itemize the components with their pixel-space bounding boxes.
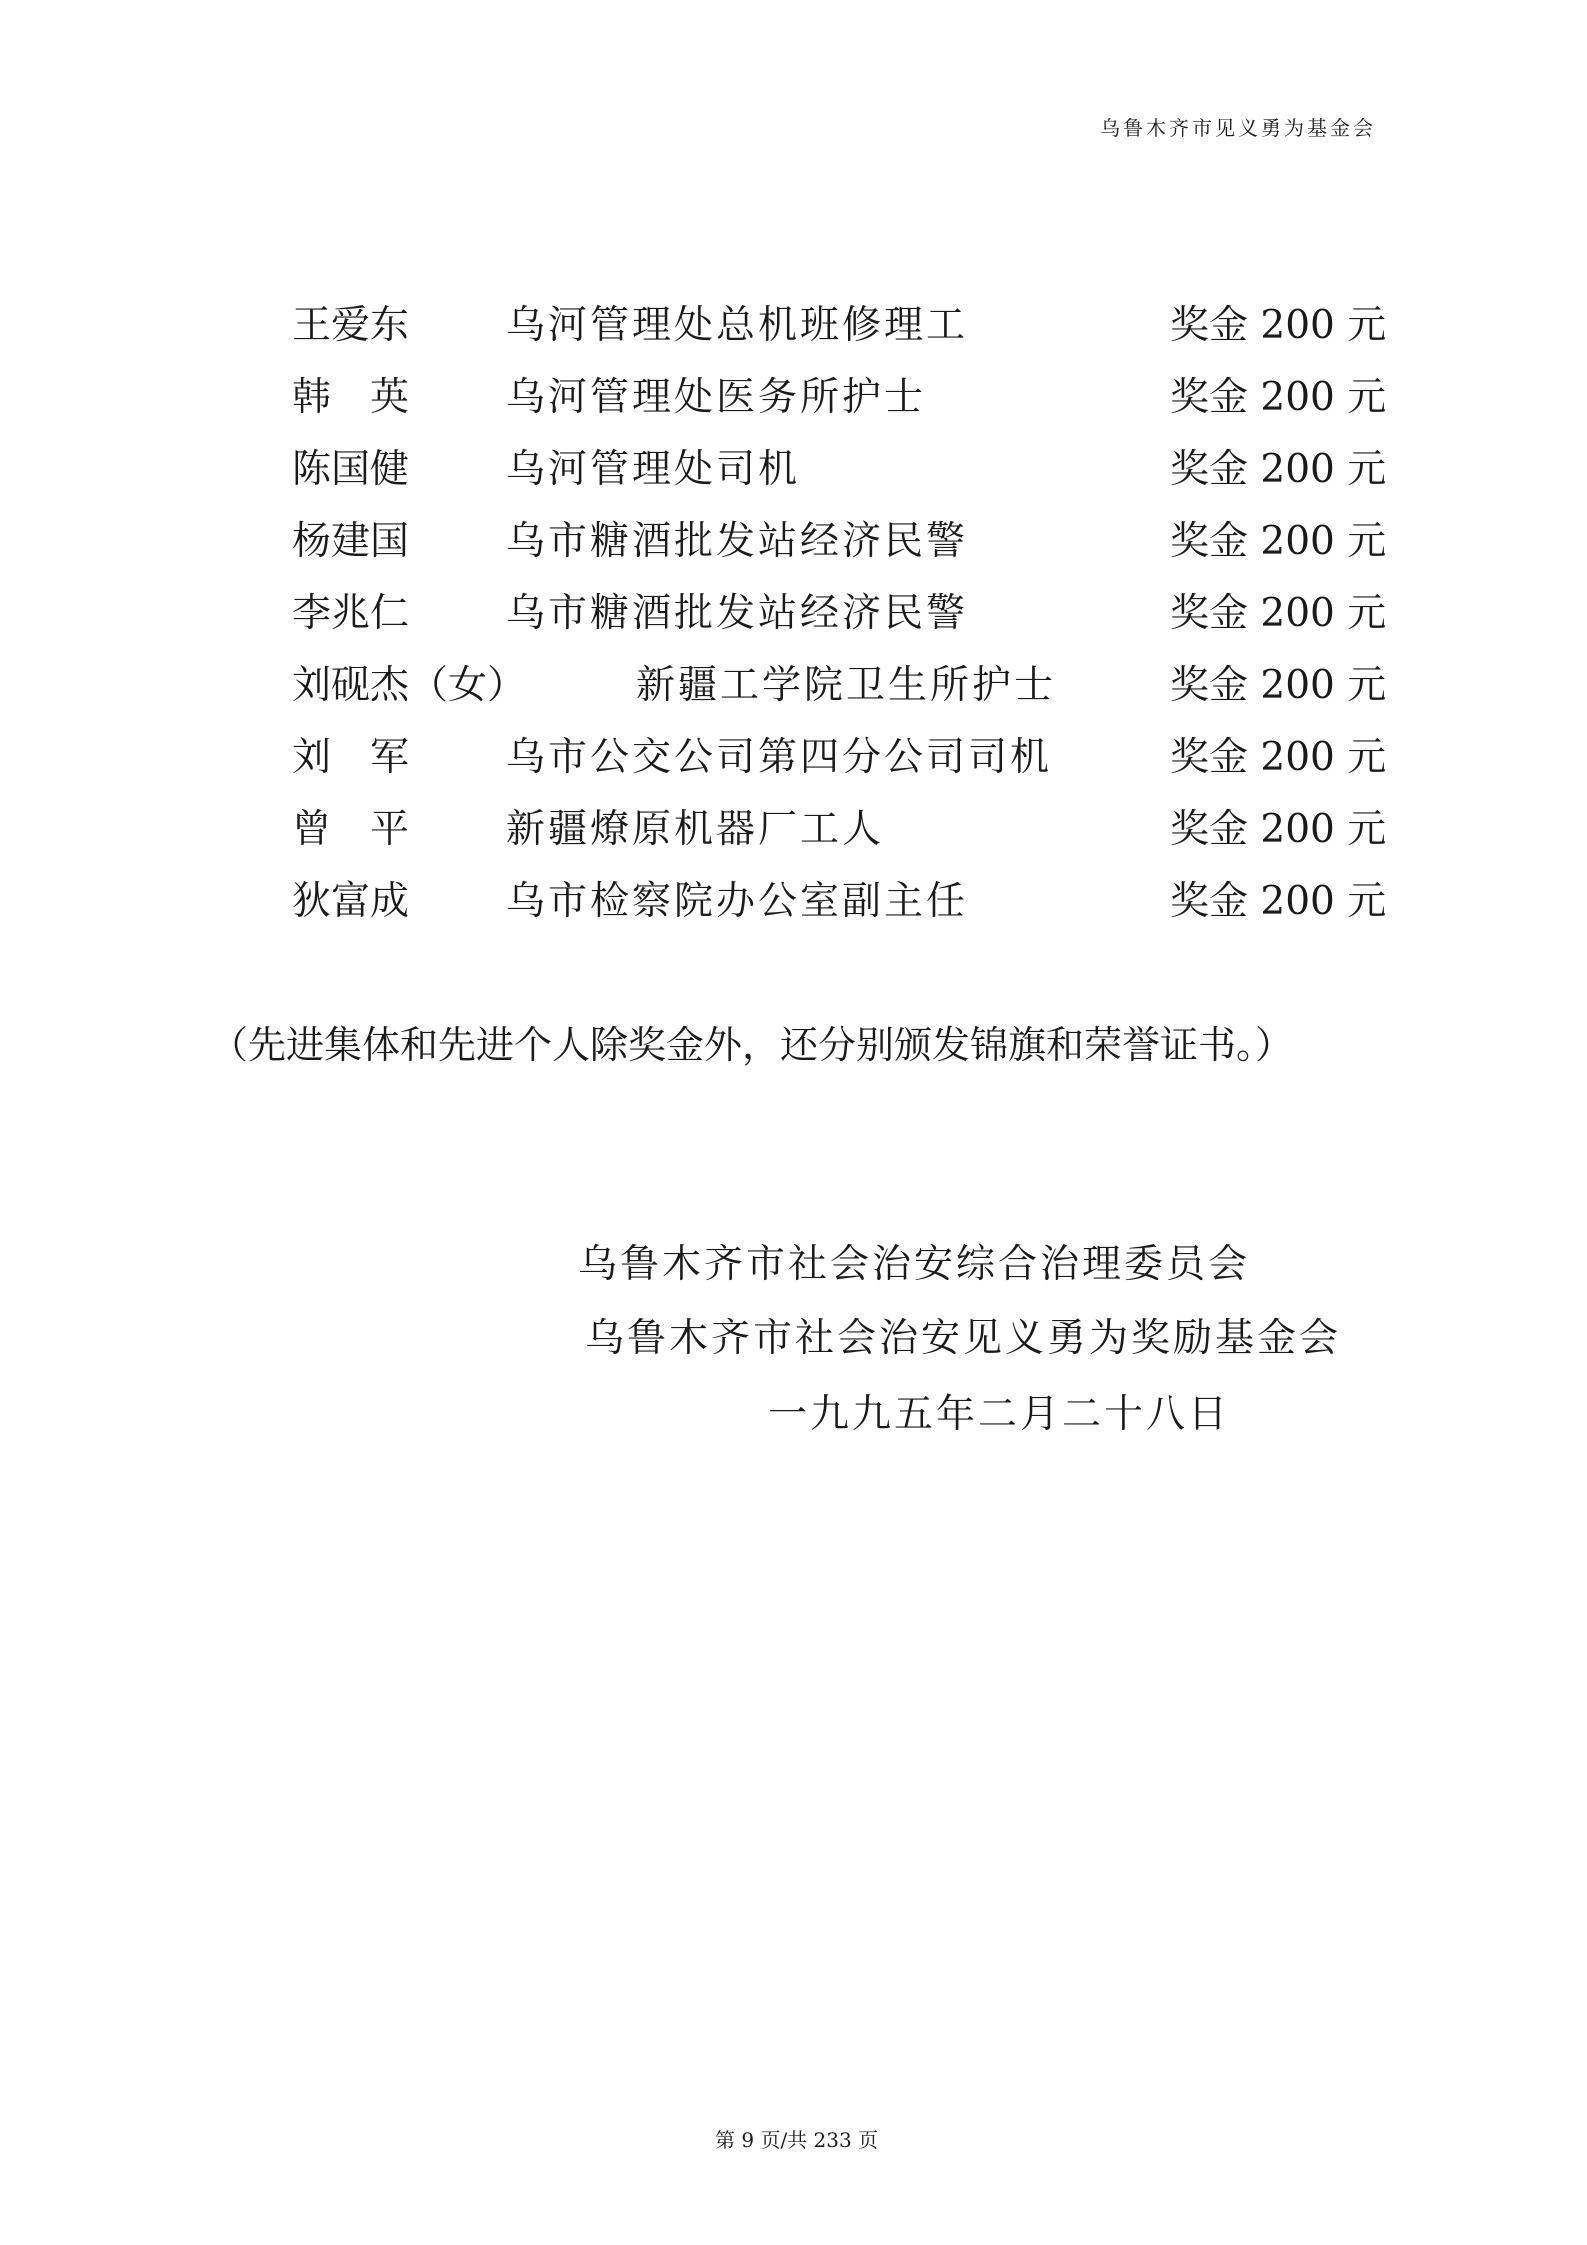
award-prize: 奖金 200 元 <box>1170 519 1387 564</box>
award-prize: 奖金 200 元 <box>1170 807 1387 852</box>
award-name: 狄富成 <box>292 879 410 924</box>
award-name: 韩 英 <box>292 375 410 420</box>
page-number: 第 9 页/共 233 页 <box>715 2128 879 2152</box>
award-row <box>292 794 1392 866</box>
signature-foundation: 乌鲁木齐市社会治安见义勇为奖励基金会 <box>585 1316 1342 1361</box>
award-unit: 新疆工学院卫生所护士 <box>636 663 1057 708</box>
award-prize: 奖金 200 元 <box>1170 879 1387 924</box>
header-org: 乌鲁木齐市见义勇为基金会 <box>1100 116 1376 140</box>
award-name: 刘 军 <box>292 735 410 780</box>
award-name: 陈国健 <box>292 447 410 492</box>
award-prize: 奖金 200 元 <box>1170 303 1387 348</box>
award-row <box>292 290 1392 362</box>
award-row <box>292 506 1392 578</box>
award-unit: 乌河管理处医务所护士 <box>506 375 927 420</box>
award-prize: 奖金 200 元 <box>1170 735 1387 780</box>
award-row <box>292 434 1392 506</box>
award-prize: 奖金 200 元 <box>1170 447 1387 492</box>
award-name: 杨建国 <box>292 519 410 564</box>
award-unit: 乌市糖酒批发站经济民警 <box>506 591 969 636</box>
award-name: 刘砚杰（女） <box>292 663 527 708</box>
award-row <box>292 722 1392 794</box>
award-list <box>292 290 1392 938</box>
award-name: 曾 平 <box>292 807 410 852</box>
award-prize: 奖金 200 元 <box>1170 663 1387 708</box>
award-row <box>292 866 1392 938</box>
note-paragraph: （先进集体和先进个人除奖金外，还分别颁发锦旗和荣誉证书。） <box>210 1023 1294 1067</box>
signature-committee: 乌鲁木齐市社会治安综合治理委员会 <box>578 1242 1251 1287</box>
award-unit: 乌市糖酒批发站经济民警 <box>506 519 969 564</box>
award-unit: 新疆燎原机器厂工人 <box>506 807 885 852</box>
signature-date: 一九九五年二月二十八日 <box>768 1392 1231 1437</box>
award-unit: 乌市公交公司第四分公司司机 <box>506 735 1053 780</box>
award-row <box>292 650 1392 722</box>
award-unit: 乌河管理处总机班修理工 <box>506 303 969 348</box>
award-unit: 乌河管理处司机 <box>506 447 801 492</box>
award-row <box>292 578 1392 650</box>
award-prize: 奖金 200 元 <box>1170 375 1387 420</box>
award-prize: 奖金 200 元 <box>1170 591 1387 636</box>
award-name: 李兆仁 <box>292 591 410 636</box>
award-unit: 乌市检察院办公室副主任 <box>506 879 969 924</box>
award-name: 王爱东 <box>292 303 410 348</box>
award-row <box>292 362 1392 434</box>
